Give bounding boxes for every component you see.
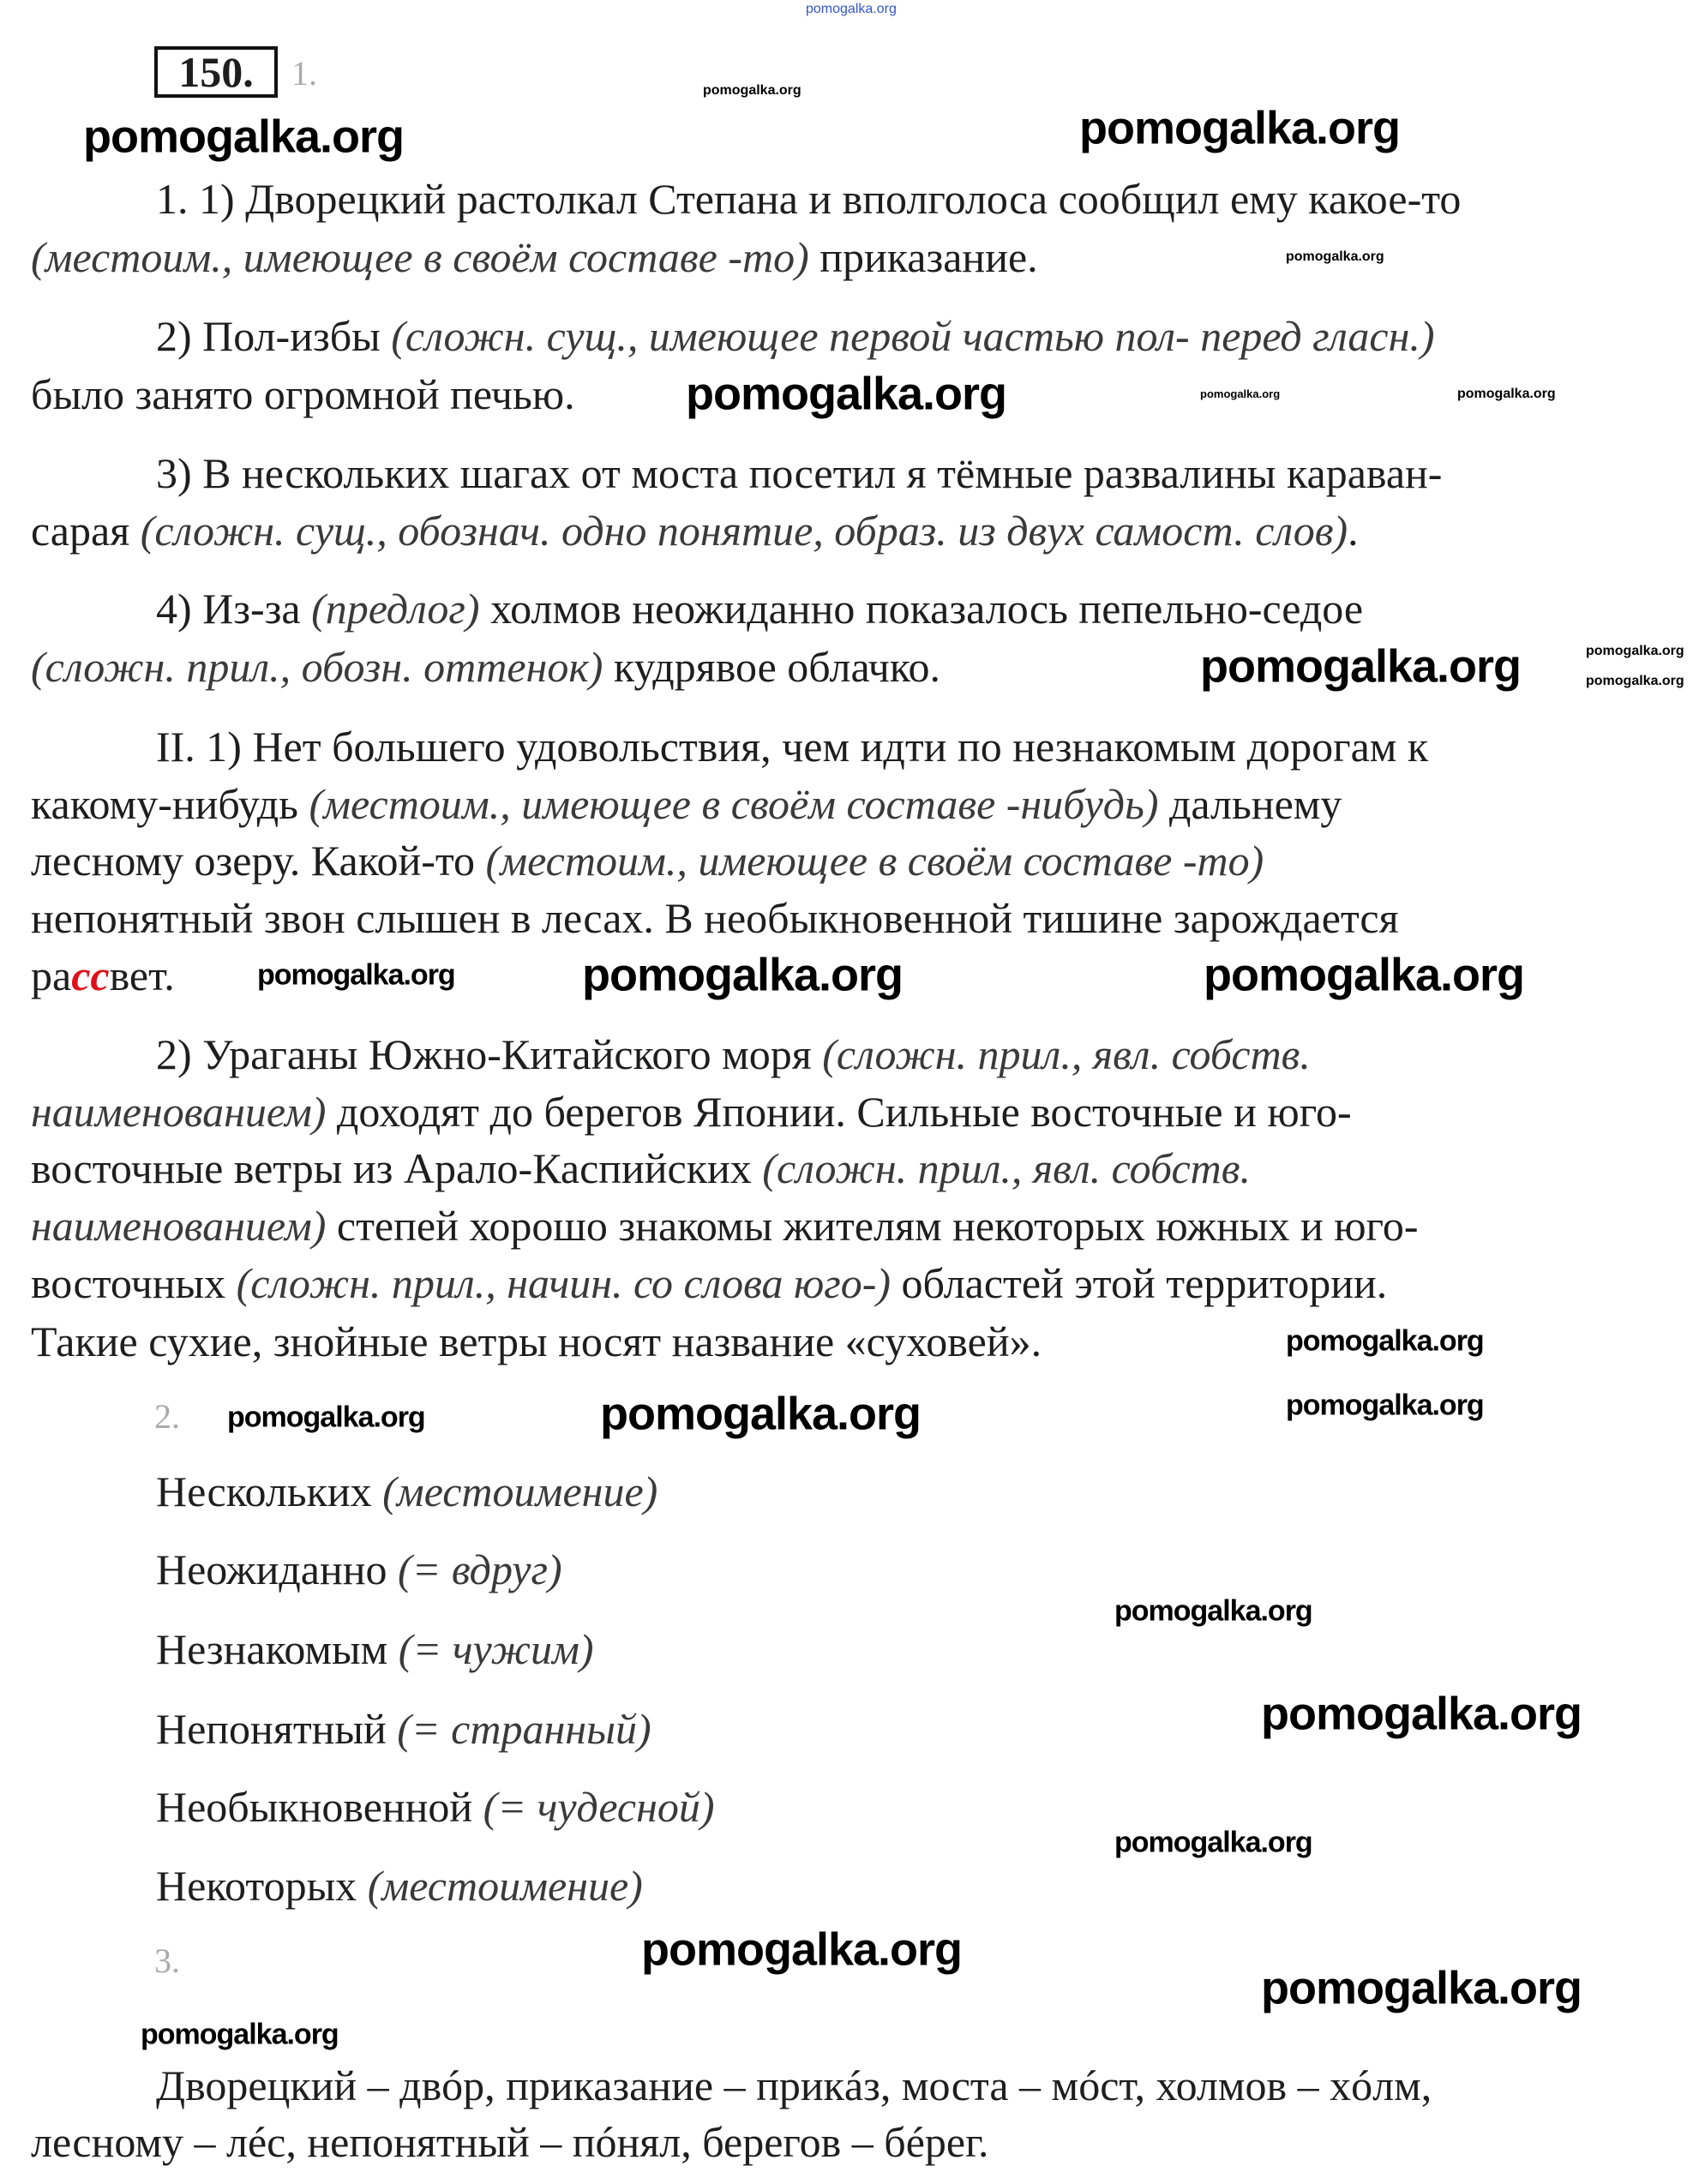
- grammar-note: (местоимение): [367, 1862, 643, 1910]
- text-segment: 1. 1) Дворецкий растолкал Степана и вполголоса сообщил ему какое-то: [156, 175, 1462, 223]
- watermark-text: pomogalka.org: [83, 111, 405, 163]
- text-segment: Нескольких: [156, 1467, 383, 1515]
- watermark-text: pomogalka.org: [227, 1401, 425, 1434]
- watermark-text: pomogalka.org: [1586, 644, 1684, 659]
- word-item: [156, 1703, 651, 1755]
- exercise-number: 150.: [154, 46, 278, 98]
- grammar-note: (местоимение): [382, 1467, 658, 1515]
- grammar-note: наименованием): [31, 1202, 327, 1250]
- text-segment: Незнакомым: [156, 1625, 399, 1673]
- watermark-text: pomogalka.org: [1586, 674, 1684, 689]
- text-segment: приказание.: [808, 233, 1038, 281]
- text-segment: какому-нибудь: [31, 780, 309, 828]
- watermark-text: pomogalka.org: [641, 1923, 963, 1976]
- grammar-note: (= чудесной): [483, 1783, 715, 1831]
- grammar-note: (местоим., имеющее в своём составе -нибудь): [309, 780, 1159, 828]
- word-item: [156, 1781, 715, 1833]
- watermark-text: pomogalka.org: [1286, 249, 1384, 265]
- word-item: [156, 1466, 657, 1517]
- word-item: [156, 1623, 594, 1675]
- root-line: [156, 2060, 1432, 2111]
- text-line: [156, 721, 1428, 772]
- text-segment: областей этой территории.: [891, 1259, 1388, 1307]
- text-segment: Необыкновенной: [156, 1783, 483, 1831]
- grammar-note: (сложн. сущ., обознач. одно понятие, образ. из двух самост. слов): [140, 507, 1348, 555]
- grammar-note: наименованием): [31, 1088, 327, 1136]
- watermark-text: pomogalka.org: [1261, 1688, 1582, 1740]
- text-segment: холмов неожиданно показалось пепельно-седое: [479, 585, 1364, 633]
- text-line: [31, 641, 940, 693]
- text-line: [31, 835, 1264, 886]
- text-segment: вет.: [109, 951, 175, 999]
- text-segment: было занято огромной печью.: [31, 370, 575, 418]
- text-line: [156, 1029, 1311, 1080]
- text-line: [31, 505, 1359, 556]
- watermark-text: pomogalka.org: [1200, 640, 1522, 693]
- text-line: [31, 1143, 1251, 1194]
- text-segment: .: [1348, 507, 1359, 555]
- watermark-text: pomogalka.org: [600, 1388, 922, 1440]
- watermark-text: pomogalka.org: [1286, 1324, 1484, 1358]
- text-segment: Непонятный: [156, 1705, 398, 1753]
- text-segment: восточных: [31, 1259, 237, 1307]
- grammar-note: (сложн. сущ., имеющее первой частью пол- перед гласн.): [391, 312, 1435, 360]
- text-line: [31, 1200, 1418, 1251]
- watermark-text: pomogalka.org: [1079, 102, 1401, 154]
- text-segment: Неожиданно: [156, 1545, 399, 1593]
- section-3-label: 3.: [154, 1941, 180, 1980]
- text-line: [31, 231, 1038, 283]
- highlighted-letters: сс: [71, 951, 110, 999]
- watermark-text: pomogalka.org: [1457, 387, 1556, 402]
- grammar-note: (= вдруг): [398, 1545, 562, 1593]
- grammar-note: (= чужим): [398, 1625, 594, 1673]
- text-segment: лесному озеру. Какой-то: [31, 837, 486, 885]
- text-line: [31, 892, 1399, 944]
- text-segment: сарая: [31, 507, 141, 555]
- grammar-note: (местоим., имеющее в своём составе -то): [485, 837, 1264, 885]
- text-segment: доходят до берегов Японии. Сильные восточные и юго-: [326, 1088, 1352, 1136]
- text-line: [31, 778, 1342, 830]
- text-segment: Некоторых: [156, 1862, 368, 1910]
- watermark-text: pomogalka.org: [1200, 387, 1281, 400]
- text-segment: Дворецкий – двóр, приказание – прикáз, моста – мóст, холмов – хóлм,: [156, 2061, 1432, 2109]
- grammar-note: (= странный): [397, 1705, 651, 1753]
- text-line: [31, 369, 575, 420]
- watermark-text: pomogalka.org: [582, 949, 904, 1001]
- watermark-text: pomogalka.org: [703, 83, 801, 99]
- text-segment: 2) Пол-избы: [156, 312, 392, 360]
- watermark-text: pomogalka.org: [1286, 1389, 1484, 1422]
- text-segment: восточные ветры из Арало-Каспийских: [31, 1144, 763, 1192]
- text-segment: непонятный звон слышен в лесах. В необыкновенной тишине зарождается: [31, 894, 1399, 942]
- text-line: [156, 583, 1363, 634]
- watermark-text: pomogalka.org: [1114, 1594, 1312, 1628]
- grammar-note: (сложн. прил., обозн. оттенок): [31, 643, 603, 691]
- watermark-text: pomogalka.org: [141, 2018, 339, 2051]
- text-segment: Такие сухие, знойные ветры носят название «суховей».: [31, 1317, 1042, 1365]
- text-line: [156, 310, 1435, 362]
- text-segment: II. 1) Нет большего удовольствия, чем идти по незнакомым дорогам к: [156, 723, 1429, 771]
- grammar-note: (сложн. прил., явл. собств.: [822, 1030, 1311, 1078]
- text-line: [156, 173, 1461, 225]
- watermark-text: pomogalka.org: [1261, 1962, 1582, 2014]
- text-segment: дальнему: [1158, 780, 1342, 828]
- text-segment: 2) Ураганы Южно-Китайского моря: [156, 1030, 823, 1078]
- watermark-text: pomogalka.org: [257, 958, 455, 992]
- text-segment: ра: [31, 951, 72, 999]
- text-line: [31, 1257, 1387, 1309]
- text-segment: кудрявое облачко.: [603, 643, 941, 691]
- text-segment: 3) В нескольких шагах от моста посетил я тёмные развалины караван-: [156, 449, 1443, 497]
- watermark-text: pomogalka.org: [686, 368, 1007, 420]
- text-line: [156, 447, 1442, 499]
- watermark-text: pomogalka.org: [806, 2, 897, 17]
- root-line: [31, 2116, 988, 2168]
- word-item: [156, 1860, 643, 1911]
- watermark-text: pomogalka.org: [1204, 949, 1525, 1001]
- word-item: [156, 1544, 562, 1595]
- text-line: [31, 950, 175, 1001]
- grammar-note: (предлог): [311, 585, 480, 633]
- section-1-label: 1.: [291, 54, 317, 93]
- grammar-note: (сложн. прил., начин. со слова юго-): [236, 1259, 892, 1307]
- text-line: [31, 1086, 1352, 1137]
- grammar-note: (сложн. прил., явл. собств.: [762, 1144, 1251, 1192]
- text-segment: 4) Из-за: [156, 585, 312, 633]
- text-segment: лесному – лéс, непонятный – пóнял, берегов – бéрег.: [31, 2118, 989, 2166]
- text-line: [31, 1316, 1042, 1367]
- section-2-label: 2.: [154, 1397, 180, 1436]
- grammar-note: (местоим., имеющее в своём составе -то): [31, 233, 809, 281]
- text-segment: степей хорошо знакомы жителям некоторых южных и юго-: [326, 1202, 1419, 1250]
- watermark-text: pomogalka.org: [1114, 1826, 1312, 1859]
